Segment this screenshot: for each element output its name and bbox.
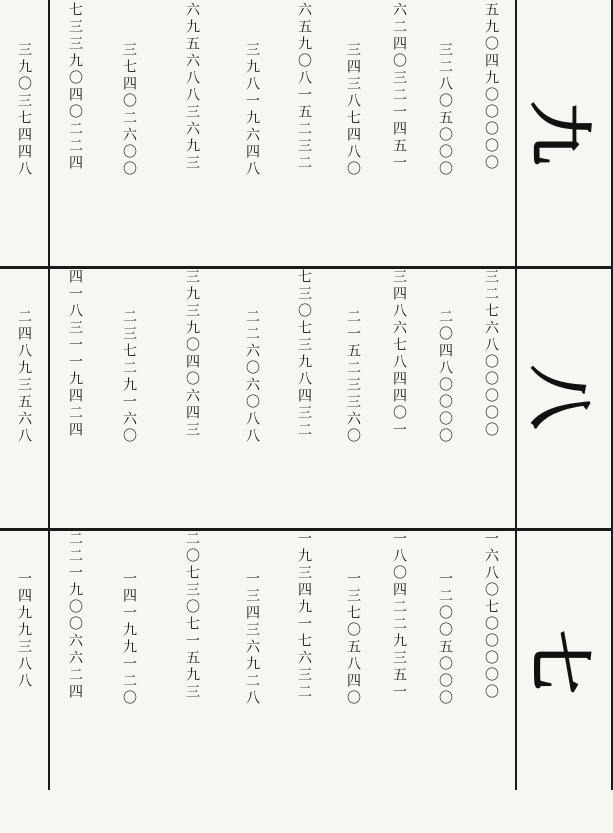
table-cell: 二一五二三三六〇 (345, 309, 361, 445)
table-cell: 一二〇〇五〇〇〇 (437, 571, 453, 707)
table-cell: 七三〇七三九八四三二 (296, 269, 312, 439)
table-cell: 三七四〇二六〇〇 (121, 42, 137, 178)
table-cell: 二〇四八〇〇〇〇 (437, 309, 453, 445)
table-cell: 三九〇三七四四八 (16, 42, 32, 178)
table-cell: 六九五六八八三六九三 (184, 2, 200, 172)
table-cell: 二〇七三〇七一五九三 (184, 531, 200, 701)
table-cell: 六五九〇八一五二三二 (296, 2, 312, 172)
table-cell: 四一八三一一九四二四 (67, 269, 83, 439)
table-cell: 一九三四九一七六三二 (296, 531, 312, 701)
column-header-7: 七 (521, 630, 596, 694)
table-cell: 三九三九〇四〇六四三 (184, 269, 200, 439)
table-cell: 三二七六八〇〇〇〇〇 (483, 269, 499, 439)
table-cell: 五九〇四九〇〇〇〇〇 (483, 2, 499, 172)
table-cell: 一四一九九一二〇 (121, 571, 137, 707)
table-cell: 一六八〇七〇〇〇〇〇 (483, 531, 499, 701)
table-cell: 三九八一九六四八 (244, 42, 260, 178)
table-cell: 一八〇四二二九三五一 (391, 531, 407, 701)
table-cell: 二二一九〇〇六六二四 (67, 531, 83, 701)
column-header-9: 九 (521, 101, 596, 165)
table-cell: 一三四三六九二八 (244, 571, 260, 707)
table-cell: 三二八〇五〇〇〇 (437, 42, 453, 178)
table-cell: 三四八六七八四四〇一 (391, 269, 407, 439)
table-cell: 六二四〇三二一四五一 (391, 2, 407, 172)
table-cell: 一四九九三八八 (16, 571, 32, 690)
table-cell: 二二六〇六〇八八 (244, 309, 260, 445)
table-cell: 七三三九〇四〇二二四 (67, 2, 83, 172)
table-cell: 一三七〇五八四〇 (345, 571, 361, 707)
column-header-8: 八 (521, 365, 596, 429)
table-cell: 二三七二九一六〇 (121, 309, 137, 445)
table-cell: 二四八九三五六八 (16, 309, 32, 445)
table-cell: 三四三八七四八〇 (345, 42, 361, 178)
